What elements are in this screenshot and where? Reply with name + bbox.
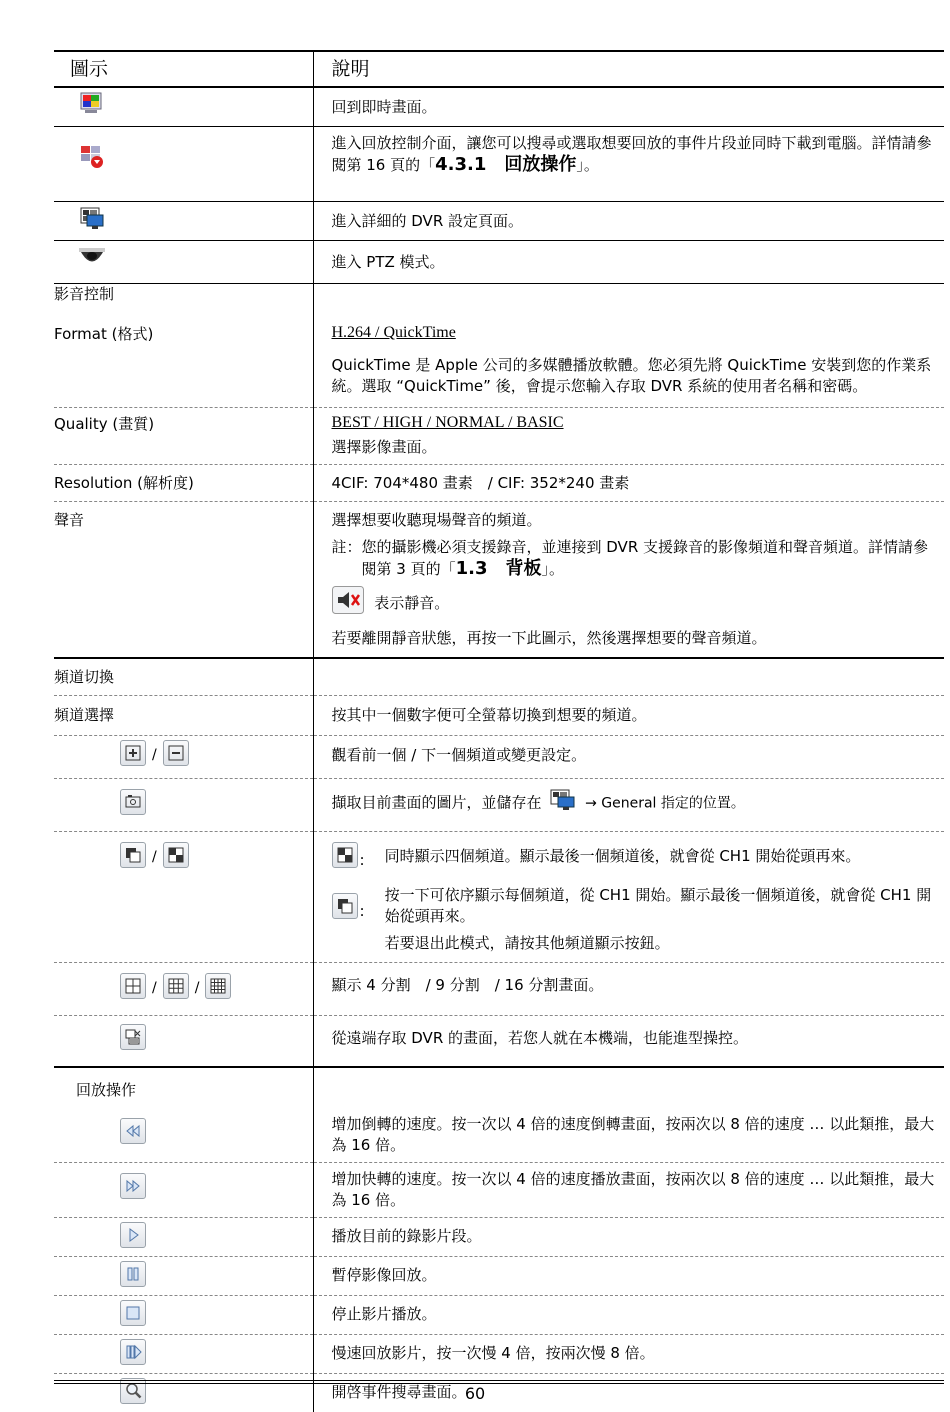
slow-play-button[interactable] bbox=[120, 1339, 146, 1365]
snapshot-desc-end: → General 指定的位置。 bbox=[585, 796, 745, 812]
table-row bbox=[54, 779, 944, 832]
table-row bbox=[54, 408, 944, 465]
table-row bbox=[54, 1335, 944, 1374]
playback-section-title: 回放操作 bbox=[54, 1067, 313, 1108]
fast-forward-desc: 增加快轉的速度。按一次以 4 倍的速度播放畫面，按兩次以 8 倍的速度 … 以此類推，最大為 16 倍。 bbox=[313, 1163, 944, 1218]
bottom-rule bbox=[54, 1380, 944, 1381]
section-row bbox=[54, 284, 944, 317]
snapshot-button[interactable] bbox=[120, 789, 146, 815]
remote-desc: 從遠端存取 DVR 的畫面，若您人就在本機端，也能進型操控。 bbox=[313, 1016, 944, 1068]
pause-desc: 暫停影像回放。 bbox=[313, 1257, 944, 1296]
page-number: 60 bbox=[0, 1384, 950, 1403]
audio-label: 聲音 bbox=[54, 502, 313, 659]
sequence-desc: 按一下可依序顯示每個頻道，從 CH1 開始。顯示最後一個頻道後，就會從 CH1 開始從頭再來。 bbox=[385, 885, 940, 927]
slash: / bbox=[195, 978, 200, 999]
split-desc: 顯示 4 分割 / 9 分割 / 16 分割畫面。 bbox=[313, 963, 944, 1016]
quality-value: BEST / HIGH / NORMAL / BASIC bbox=[332, 412, 941, 433]
quad-button[interactable] bbox=[332, 842, 358, 868]
split-16-button[interactable] bbox=[205, 973, 231, 999]
rewind-button[interactable] bbox=[120, 1118, 146, 1144]
format-desc: QuickTime 是 Apple 公司的多媒體播放軟體。您必須先將 QuickTime 安裝到您的作業系統。選取 “QuickTime” 後，會提示您輸入存取 DVR 系統的使用者名稱和密碼。 bbox=[332, 355, 941, 397]
table-row bbox=[54, 1257, 944, 1296]
table-row bbox=[54, 696, 944, 736]
table-row bbox=[54, 241, 944, 284]
table-row bbox=[54, 127, 944, 202]
table-row bbox=[54, 316, 944, 408]
channel-select-label: 頻道選擇 bbox=[54, 696, 313, 736]
split-4-button[interactable] bbox=[120, 973, 146, 999]
quad-desc: 同時顯示四個頻道。顯示最後一個頻道後，就會從 CH1 開始從頭再來。 bbox=[385, 842, 861, 867]
section-row bbox=[54, 1067, 944, 1108]
audio-desc: 選擇想要收聽現場聲音的頻道。 bbox=[332, 510, 941, 531]
dvr-settings-icon[interactable] bbox=[80, 206, 104, 236]
table-row bbox=[54, 1016, 944, 1068]
colon: : bbox=[360, 901, 365, 922]
resolution-value: 4CIF: 704*480 畫素 / CIF: 352*240 畫素 bbox=[313, 465, 944, 502]
table-row bbox=[54, 87, 944, 127]
table-header bbox=[54, 51, 944, 87]
stop-button[interactable] bbox=[120, 1300, 146, 1326]
header-description: 說明 bbox=[313, 51, 944, 87]
icon-description-table bbox=[54, 50, 944, 1412]
resolution-label: Resolution (解析度) bbox=[54, 465, 313, 502]
format-value: H.264 / QuickTime bbox=[332, 322, 941, 343]
channel-select-desc: 按其中一個數字便可全螢幕切換到想要的頻道。 bbox=[313, 696, 944, 736]
table-row bbox=[54, 1218, 944, 1257]
channel-section-title: 頻道切換 bbox=[54, 658, 313, 696]
quad-button[interactable] bbox=[163, 842, 189, 868]
quality-label: Quality (畫質) bbox=[54, 408, 313, 465]
table-row bbox=[54, 736, 944, 779]
sequence-exit-desc: 若要退出此模式，請按其他頻道顯示按鈕。 bbox=[385, 933, 940, 954]
sequence-button[interactable] bbox=[332, 893, 358, 919]
colon: : bbox=[360, 850, 365, 871]
playback-control-icon[interactable] bbox=[80, 145, 104, 175]
slash: / bbox=[152, 745, 157, 766]
stop-desc: 停止影片播放。 bbox=[313, 1296, 944, 1335]
playback-link[interactable]: 4.3.1 回放操作 bbox=[435, 154, 576, 175]
playback-desc-end: 」。 bbox=[576, 156, 599, 174]
dvr-settings-desc: 進入詳細的 DVR 設定頁面。 bbox=[313, 202, 944, 241]
slash: / bbox=[152, 978, 157, 999]
play-desc: 播放目前的錄影片段。 bbox=[313, 1218, 944, 1257]
snapshot-desc: 擷取目前畫面的圖片，並儲存在 bbox=[332, 794, 542, 812]
header-icon: 圖示 bbox=[54, 51, 313, 87]
plusminus-desc: 觀看前一個 / 下一個頻道或變更設定。 bbox=[313, 736, 944, 779]
audio-note-end: 」。 bbox=[541, 560, 564, 578]
fast-forward-button[interactable] bbox=[120, 1173, 146, 1199]
table-row bbox=[54, 1108, 944, 1163]
slow-play-desc: 慢速回放影片，按一次慢 4 倍，按兩次慢 8 倍。 bbox=[313, 1335, 944, 1374]
minus-button[interactable] bbox=[163, 740, 189, 766]
table-row bbox=[54, 465, 944, 502]
split-9-button[interactable] bbox=[163, 973, 189, 999]
pause-button[interactable] bbox=[120, 1261, 146, 1287]
audio-note: 註：您的攝影機必須支援錄音，並連接到 DVR 支援錄音的影像頻道和聲音頻道。詳情請參閱第 3 頁的「 bbox=[332, 538, 929, 578]
table-row bbox=[54, 1296, 944, 1335]
search-desc: 開啓事件搜尋畫面。 bbox=[313, 1374, 944, 1412]
sequence-button[interactable] bbox=[120, 842, 146, 868]
play-button[interactable] bbox=[120, 1222, 146, 1248]
table-row bbox=[54, 202, 944, 241]
rewind-desc: 增加倒轉的速度。按一次以 4 倍的速度倒轉畫面，按兩次以 8 倍的速度 … 以此類推，最大為 16 倍。 bbox=[313, 1108, 944, 1163]
audio-desc-2: 若要離開靜音狀態，再按一下此圖示，然後選擇想要的聲音頻道。 bbox=[332, 628, 941, 649]
dvr-settings-icon[interactable] bbox=[550, 789, 576, 817]
ptz-desc: 進入 PTZ 模式。 bbox=[313, 241, 944, 284]
mute-icon[interactable] bbox=[332, 586, 364, 620]
mute-text: 表示靜音。 bbox=[374, 594, 449, 612]
audio-note-link[interactable]: 1.3 背板 bbox=[456, 558, 542, 579]
slash: / bbox=[152, 847, 157, 868]
format-label: Format (格式) bbox=[54, 316, 313, 408]
table-row bbox=[54, 1163, 944, 1218]
table-row bbox=[54, 832, 944, 963]
table-row bbox=[54, 502, 944, 659]
live-view-desc: 回到即時畫面。 bbox=[313, 87, 944, 127]
av-section-title: 影音控制 bbox=[54, 284, 313, 317]
plus-button[interactable] bbox=[120, 740, 146, 766]
live-view-icon[interactable] bbox=[80, 92, 102, 122]
remote-control-button[interactable] bbox=[120, 1024, 146, 1050]
table-row bbox=[54, 963, 944, 1016]
quality-desc: 選擇影像畫面。 bbox=[332, 437, 941, 458]
ptz-camera-icon[interactable] bbox=[78, 247, 106, 275]
playback-desc: 進入回放控制介面，讓您可以搜尋或選取想要回放的事件片段並同時下載到電腦。詳情請參閱第 16 頁的「 bbox=[332, 134, 932, 174]
section-row bbox=[54, 658, 944, 696]
